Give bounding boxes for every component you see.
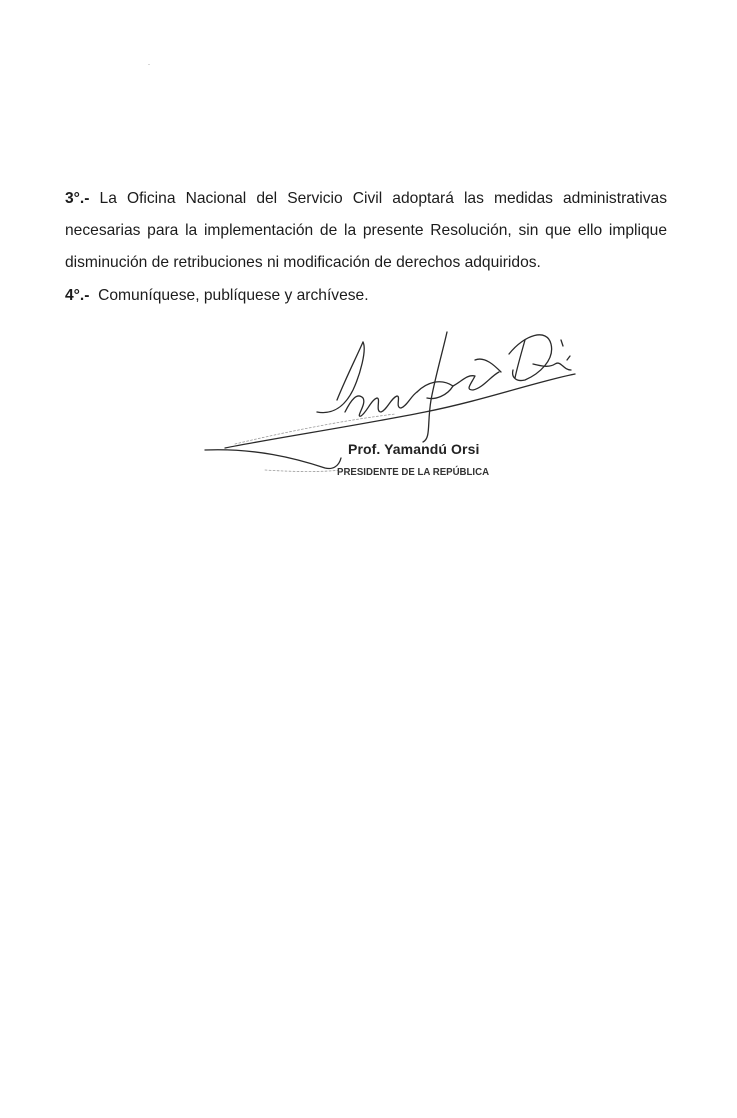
article-4-paragraph (65, 280, 667, 312)
article-3-paragraph (65, 183, 667, 279)
signer-title: PRESIDENTE DE LA REPÚBLICA (337, 466, 490, 478)
article-3-text: La Oficina Nacional del Servicio Civil adoptará las medidas administrativas necesarias para la implementación de la presente Resolución, sin que ello implique disminución de retribuciones ni modificación de derechos adquiridos. (65, 190, 667, 271)
scan-speck (148, 64, 150, 65)
signer-name: Prof. Yamandú Orsi (348, 441, 480, 457)
article-4-text: Comuníquese, publíquese y archívese. (98, 287, 369, 304)
article-3-number: 3°.- (65, 190, 90, 207)
article-4-number: 4°.- (65, 287, 90, 304)
